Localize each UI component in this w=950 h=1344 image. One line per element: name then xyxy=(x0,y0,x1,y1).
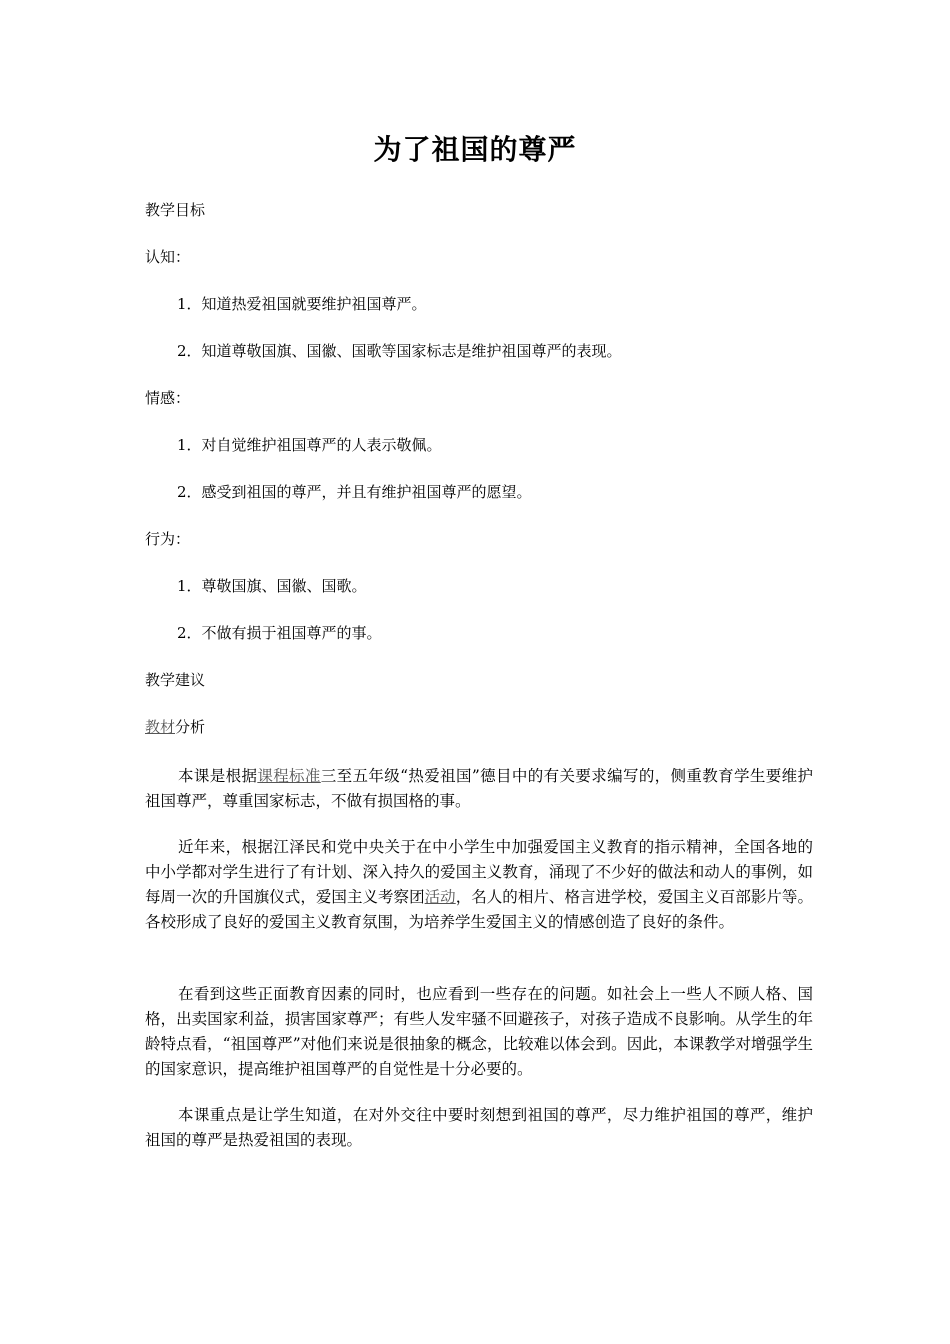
paragraph-2-text-b: ，名人的相片、格言进学校，爱国主义百部影片等。各校形成了良好的爱国主义教育氛围，为培养学生爱国主义的情感创造了良好的条件。 xyxy=(145,888,813,931)
cognition-item-2: 2．知道尊敬国旗、国徽、国歌等国家标志是维护祖国尊严的表现。 xyxy=(177,342,622,360)
paragraph-1-text-b: 三至五年级“热爱祖国”德目中的有关要求编写的，侧重教育学生要维护祖国尊严，尊重国家标志，不做有损国格的事。 xyxy=(145,767,813,810)
paragraph-2-text-a: 近年来，根据江泽民和党中央关于在中小学生中加强爱国主义教育的指示精神，全国各地的中小学都对学生进行了有计划、深入持久的爱国主义教育，涌现了不少好的做法和动人的事例，如每周一次的升国旗仪式，爱国主义考察团 xyxy=(145,838,813,906)
behavior-label: 行为： xyxy=(145,530,191,548)
paragraph-1 xyxy=(145,764,813,814)
activity-link[interactable]: 活动 xyxy=(424,888,456,906)
cognition-label: 认知： xyxy=(145,248,191,266)
analysis-heading xyxy=(145,717,205,737)
curriculum-standard-link[interactable]: 课程标准 xyxy=(257,767,321,785)
paragraph-1-text-a: 本课是根据 xyxy=(178,767,258,785)
suggestions-heading: 教学建议 xyxy=(145,671,206,689)
textbook-link[interactable]: 教材 xyxy=(145,718,176,736)
document-title: 为了祖国的尊严 xyxy=(373,133,577,166)
paragraph-2 xyxy=(145,835,813,935)
emotion-label: 情感： xyxy=(145,389,191,407)
behavior-item-2: 2．不做有损于祖国尊严的事。 xyxy=(177,624,382,642)
behavior-item-1: 1．尊敬国旗、国徽、国歌。 xyxy=(177,577,367,595)
cognition-item-1: 1．知道热爱祖国就要维护祖国尊严。 xyxy=(177,295,427,313)
emotion-item-2: 2．感受到祖国的尊严，并且有维护祖国尊严的愿望。 xyxy=(177,483,532,501)
paragraph-4: 本课重点是让学生知道，在对外交往中要时刻想到祖国的尊严，尽力维护祖国的尊严，维护祖国的尊严是热爱祖国的表现。 xyxy=(145,1106,813,1149)
paragraph-3: 在看到这些正面教育因素的同时，也应看到一些存在的问题。如社会上一些人不顾人格、国格，出卖国家利益，损害国家尊严；有些人发牢骚不回避孩子，对孩子造成不良影响。从学生的年龄特点看，“祖国尊严”对他们来说是很抽象的概念，比较难以体会到。因此，本课教学对增强学生的国家意识，提高维护祖国尊严的自觉性是十分必要的。 xyxy=(145,985,813,1078)
emotion-item-1: 1．对自觉维护祖国尊严的人表示敬佩。 xyxy=(177,436,442,454)
analysis-heading-rest: 分析 xyxy=(175,718,206,736)
objectives-heading: 教学目标 xyxy=(145,201,206,219)
